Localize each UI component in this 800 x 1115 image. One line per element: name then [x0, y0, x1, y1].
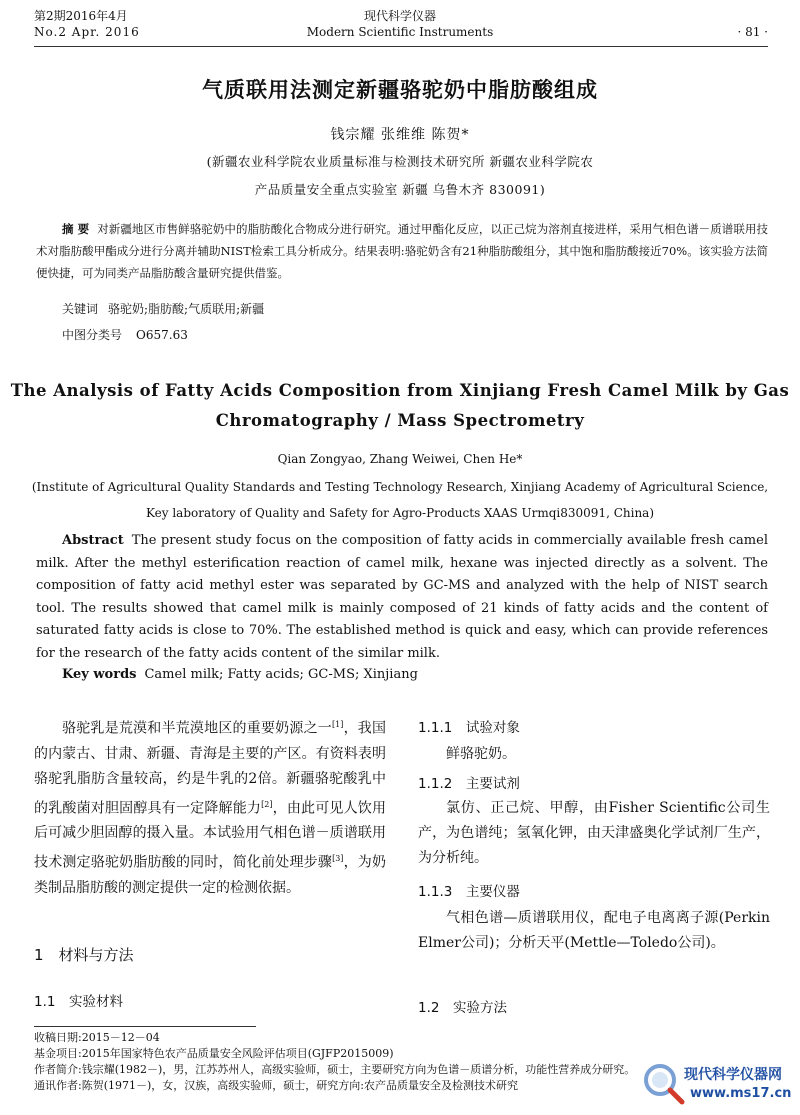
journal-name	[250, 8, 550, 40]
title-en-line1: The Analysis of Fatty Acids Composition from Xinjiang Fresh Camel Milk by Gas	[10, 381, 790, 400]
keywords-en-label: Key words	[62, 667, 137, 682]
watermark-url: www.ms17.cn	[690, 1086, 792, 1101]
clc-text: O657.63	[136, 328, 188, 342]
journal-cn: 现代科学仪器	[363, 9, 436, 23]
intro-text-1: 骆驼乳是荒漠和半荒漠地区的重要奶源之一	[62, 720, 333, 737]
footnote-received: 收稿日期:2015－12－04	[34, 1031, 160, 1044]
affiliation-cn-line2: 产品质量安全重点实验室 新疆 乌鲁木齐 830091)	[254, 182, 546, 197]
abstract-en-text: The present study focus on the composition of fatty acids in commercially available fresh camel milk. After the methyl esterification reaction of camel milk, hexane was injected directly as a solvent. The composition of fatty acid methyl ester was separated by GC-MS and analyzed with the help of NIST search tool. The results showed that camel milk is mainly composed of 21 kinds of fatty acids and the content of saturated fatty acids is close to 70%. The established method is quick and easy, which can provide references for the research of the fatty acids content of the similar milk.	[36, 533, 768, 661]
journal-en: Modern Scientific Instruments	[306, 25, 494, 39]
abstract-en	[36, 530, 768, 665]
s112-paragraph	[418, 796, 770, 871]
clc-label: 中图分类号	[62, 328, 123, 342]
section-heading-1-1-1: 1.1.1 试验对象	[418, 720, 520, 736]
section-heading-1: 1 材料与方法	[34, 946, 134, 964]
s113-paragraph	[418, 906, 770, 956]
magnifier-logo-icon	[640, 1060, 688, 1108]
intro-paragraph	[34, 712, 386, 901]
section-heading-1-1: 1.1 实验材料	[34, 994, 123, 1010]
authors-cn: 钱宗耀 张维维 陈贺*	[330, 127, 470, 143]
body-left-column	[34, 712, 386, 901]
title-cn: 气质联用法测定新疆骆驼奶中脂肪酸组成	[202, 77, 598, 102]
clc-number	[62, 326, 188, 343]
abstract-cn-text: 对新疆地区市售鲜骆驼奶中的脂肪酸化合物成分进行研究。通过甲酯化反应，以正己烷为溶剂直接进样，采用气相色谱－质谱联用技术对脂肪酸甲酯成分进行分离并辅助NIST检索工具分析成分。结果表明:骆驼奶含有21种脂肪酸组分，其中饱和脂肪酸接近70%。该实验方法简便快捷，可为同类产品脂肪酸含量研究提供借鉴。	[36, 222, 768, 280]
s113-text: 气相色谱—质谱联用仪，配电子电离离子源(Perkin Elmer公司)；分析天平(Mettle—Toledo公司)。	[418, 910, 770, 951]
authors-en: Qian Zongyao, Zhang Weiwei, Chen He*	[277, 452, 523, 466]
section-heading-1-1-3: 1.1.3 主要仪器	[418, 884, 520, 900]
citation-1: [1]	[332, 720, 344, 729]
watermark-logo	[640, 1058, 800, 1112]
keywords-cn	[62, 300, 264, 317]
footnote-fund: 基金项目:2015年国家特色农产品质量安全风险评估项目(GJFP2015009)	[34, 1047, 394, 1060]
s111-text: 鲜骆驼奶。	[446, 746, 516, 762]
footnote-corresponding: 通讯作者:陈贺(1971－)，女，汉族，高级实验师，硕士，研究方向:农产品质量安全及检测技术研究	[34, 1079, 518, 1092]
affiliation-cn-line1: (新疆农业科学院农业质量标准与检测技术研究所 新疆农业科学院农	[206, 154, 594, 169]
page-number: · 81 ·	[737, 25, 768, 39]
citation-3: [3]	[332, 854, 344, 864]
title-en-line2: Chromatography / Mass Spectrometry	[215, 411, 585, 430]
issue-info	[34, 8, 140, 40]
section-heading-1-2: 1.2 实验方法	[418, 1000, 507, 1016]
intro-text-3: ，由此可见人饮用后可减少胆固醇的摄入量。本试验用气相色谱－质谱联用技术测定骆驼奶脂肪酸的同时，简化前处理步骤	[34, 800, 387, 871]
abstract-cn	[36, 218, 768, 284]
footnote-author: 作者简介:钱宗耀(1982－)，男，江苏苏州人，高级实验师，硕士，主要研究方向为色谱－质谱分析，功能性营养成分研究。	[34, 1063, 636, 1076]
keywords-en	[36, 664, 768, 687]
intro-text-4: ，为奶类制品脂肪酸的测定提供一定的检测依据。	[34, 854, 387, 896]
keywords-cn-label: 关键词	[62, 302, 99, 316]
section-heading-1-1-2: 1.1.2 主要试剂	[418, 776, 520, 792]
abstract-cn-label: 摘 要	[62, 222, 90, 236]
citation-2: [2]	[261, 799, 273, 809]
header-rule	[34, 46, 768, 47]
s112-text: 氯仿、正己烷、甲醇，由Fisher Scientific公司生产，为色谱纯；氢氧化钾，由天津盛奥化学试剂厂生产，为分析纯。	[418, 800, 770, 866]
issue-cn: 第2期2016年4月	[34, 9, 128, 23]
issue-en: No.2 Apr. 2016	[34, 25, 140, 39]
abstract-en-label: Abstract	[62, 533, 124, 548]
watermark-name: 现代科学仪器网	[684, 1067, 782, 1083]
footnote-rule	[34, 1026, 256, 1027]
keywords-en-text: Camel milk; Fatty acids; GC-MS; Xinjiang	[144, 667, 418, 682]
affiliation-en-line2: Key laboratory of Quality and Safety for Agro-Products XAAS Urmqi830091, China)	[145, 506, 655, 520]
keywords-cn-text: 骆驼奶;脂肪酸;气质联用;新疆	[108, 302, 265, 316]
intro-text-2: ，我国的内蒙古、甘肃、新疆、青海是主要的产区。有资料表明骆驼乳脂肪含量较高，约是牛乳的2倍。新疆骆驼酸乳中的乳酸菌对胆固醇具有一定降解能力	[34, 720, 387, 817]
affiliation-en-line1: (Institute of Agricultural Quality Standards and Testing Technology Research, Xinjiang Academy of Agricultural Science,	[31, 480, 769, 494]
